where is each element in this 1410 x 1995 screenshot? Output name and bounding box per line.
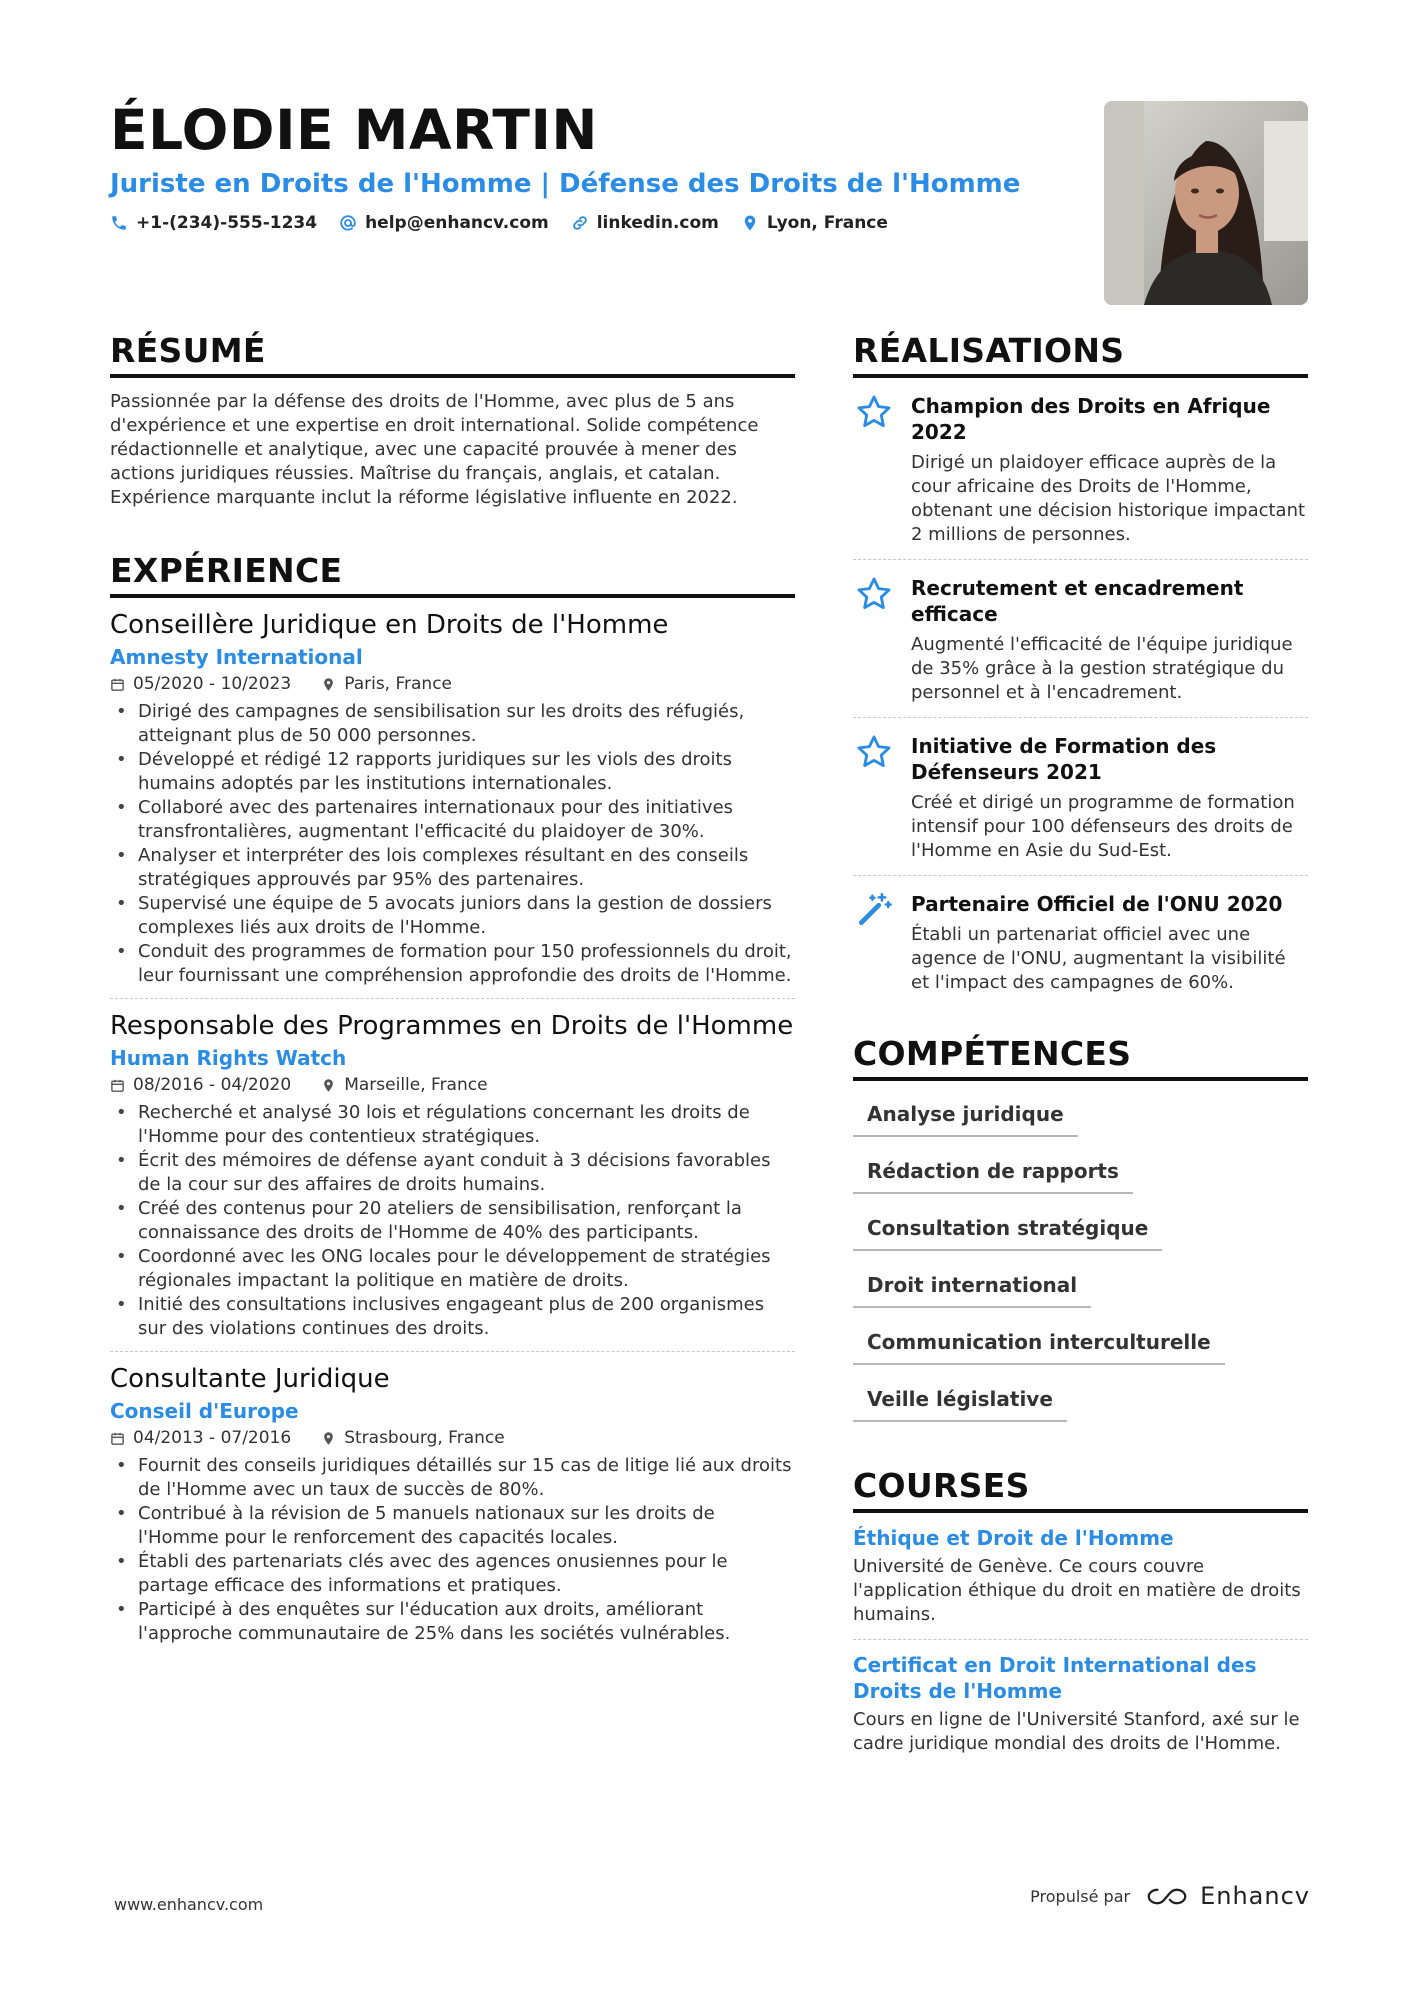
right-column — [853, 330, 1308, 1768]
job-company: Amnesty International — [110, 645, 363, 669]
bullet-item: • Collaboré avec des partenaires internationaux pour des initiatives transfrontalières, augmentant l'efficacité du plaidoyer de 30%. — [110, 796, 795, 844]
brand-logo — [1144, 1882, 1310, 1910]
achievement-item — [853, 559, 1308, 717]
job-location-text: Marseille, France — [344, 1075, 488, 1095]
course-item — [853, 1639, 1308, 1768]
star-icon — [855, 393, 893, 431]
contact-phone-text: +1-(234)-555-1234 — [136, 213, 318, 233]
bullet-item: • Initié des consultations inclusives engageant plus de 200 organismes sur des violations continues des droits. — [110, 1293, 795, 1341]
contact-bar — [110, 213, 1050, 233]
course-title: Certificat en Droit International des Droits de l'Homme — [853, 1653, 1257, 1703]
bullet-item: • Fournit des conseils juridiques détaillés sur 15 cas de litige lié aux droits de l'Homme avec un taux de succès de 80%. — [110, 1454, 795, 1502]
skills-section — [853, 1033, 1308, 1435]
portrait-image — [1104, 101, 1308, 305]
skill-tag: Droit international — [853, 1264, 1091, 1308]
job-dates — [110, 1426, 291, 1450]
footer-branding[interactable] — [1030, 1882, 1310, 1910]
job-location — [321, 1073, 487, 1097]
job-location-text: Strasbourg, France — [344, 1428, 505, 1448]
contact-linkedin-text: linkedin.com — [596, 213, 719, 233]
job-title: Consultante Juridique — [110, 1364, 390, 1394]
bullet-item: • Participé à des enquêtes sur l'éducation aux droits, améliorant l'approche communautaire de 25% dans les sociétés vulnérables. — [110, 1598, 795, 1646]
experience-section — [110, 550, 795, 1646]
bullet-item: • Développé et rédigé 12 rapports juridiques sur les viols des droits humains adoptés par les institutions internationales. — [110, 748, 795, 796]
location-pin-icon — [321, 677, 336, 692]
job-bullets — [110, 700, 795, 988]
candidate-title: Juriste en Droits de l'Homme | Défense des Droits de l'Homme — [110, 169, 1021, 199]
job-location — [321, 672, 452, 696]
candidate-name: ÉLODIE MARTIN — [110, 98, 598, 162]
job-entry — [110, 1351, 795, 1646]
job-location-text: Paris, France — [344, 674, 453, 694]
bullet-item: • Coordonné avec les ONG locales pour le développement de stratégies régionales impactant la politique en matière de droits. — [110, 1245, 795, 1293]
course-item — [853, 1513, 1308, 1639]
achievement-title: Partenaire Officiel de l'ONU 2020 — [911, 892, 1283, 916]
powered-by-label: Propulsé par — [1030, 1886, 1131, 1906]
contact-email-text: help@enhancv.com — [365, 213, 549, 233]
contact-location-text: Lyon, France — [766, 213, 888, 233]
job-location — [321, 1426, 505, 1450]
calendar-icon — [110, 677, 125, 692]
achievement-desc: Augmenté l'efficacité de l'équipe juridique de 35% grâce à la gestion stratégique du personnel et à l'encadrement. — [911, 634, 1293, 703]
job-dates-text: 08/2016 - 04/2020 — [133, 1075, 292, 1095]
summary-heading: RÉSUMÉ — [110, 330, 795, 378]
bullet-item: • Recherché et analysé 30 lois et régulations concernant les droits de l'Homme pour des contentieux stratégiques. — [110, 1101, 795, 1149]
achievement-desc: Créé et dirigé un programme de formation intensif pour 100 défenseurs des droits de l'Homme en Asie du Sud-Est. — [911, 792, 1295, 861]
profile-photo — [1104, 101, 1308, 305]
job-dates — [110, 672, 291, 696]
bullet-item: • Contribué à la révision de 5 manuels nationaux sur les droits de l'Homme pour le renforcement des capacités locales. — [110, 1502, 795, 1550]
bullet-item: • Dirigé des campagnes de sensibilisation sur les droits des réfugiés, atteignant plus de 50 000 personnes. — [110, 700, 795, 748]
contact-linkedin[interactable] — [571, 213, 719, 233]
skills-list — [853, 1093, 1308, 1435]
star-icon — [855, 733, 893, 771]
location-pin-icon — [741, 214, 759, 232]
job-dates-text: 04/2013 - 07/2016 — [133, 1428, 292, 1448]
bullet-item: • Supervisé une équipe de 5 avocats juniors dans la gestion de dossiers complexes liés aux droits de l'Homme. — [110, 892, 795, 940]
course-desc: Cours en ligne de l'Université Stanford, axé sur le cadre juridique mondial des droits de l'Homme. — [853, 1709, 1300, 1754]
job-meta — [110, 1073, 795, 1097]
experience-heading: EXPÉRIENCE — [110, 550, 795, 598]
skill-tag: Rédaction de rapports — [853, 1150, 1133, 1194]
bullet-item: • Écrit des mémoires de défense ayant conduit à 3 décisions favorables de la cour sur des affaires de droits humains. — [110, 1149, 795, 1197]
bullet-item: • Conduit des programmes de formation pour 150 professionnels du droit, leur fournissant une compréhension approfondie des droits de l'Homme. — [110, 940, 795, 988]
achievement-item — [853, 875, 1308, 1007]
skills-heading: COMPÉTENCES — [853, 1033, 1308, 1081]
resume-header — [110, 95, 1050, 233]
calendar-icon — [110, 1431, 125, 1446]
location-pin-icon — [321, 1078, 336, 1093]
contact-location — [741, 213, 888, 233]
courses-heading: COURSES — [853, 1465, 1308, 1513]
job-dates — [110, 1073, 291, 1097]
course-title: Éthique et Droit de l'Homme — [853, 1526, 1174, 1550]
bullet-item: • Analyser et interpréter des lois complexes résultant en des conseils stratégiques approuvés par 95% des partenaires. — [110, 844, 795, 892]
job-bullets — [110, 1101, 795, 1341]
phone-icon — [110, 214, 128, 232]
job-meta — [110, 1426, 795, 1450]
job-title: Conseillère Juridique en Droits de l'Homme — [110, 610, 669, 640]
job-company: Conseil d'Europe — [110, 1399, 299, 1423]
location-pin-icon — [321, 1431, 336, 1446]
job-entry — [110, 998, 795, 1341]
achievements-section — [853, 330, 1308, 1007]
achievement-item — [853, 717, 1308, 875]
job-title: Responsable des Programmes en Droits de l'Homme — [110, 1011, 794, 1041]
achievement-title: Champion des Droits en Afrique 2022 — [911, 394, 1271, 444]
contact-phone[interactable] — [110, 213, 317, 233]
skill-tag: Consultation stratégique — [853, 1207, 1162, 1251]
brand-name: Enhancv — [1200, 1882, 1310, 1910]
course-desc: Université de Genève. Ce cours couvre l'application éthique du droit en matière de droits humains. — [853, 1556, 1301, 1625]
courses-section — [853, 1465, 1308, 1768]
achievement-desc: Dirigé un plaidoyer efficace auprès de la cour africaine des Droits de l'Homme, obtenant une décision historique impactant 2 millions de personnes. — [911, 452, 1306, 545]
bullet-item: • Créé des contenus pour 20 ateliers de sensibilisation, renforçant la connaissance des droits de l'Homme de 40% des participants. — [110, 1197, 795, 1245]
left-column — [110, 330, 795, 1646]
contact-email[interactable] — [339, 213, 549, 233]
achievement-item — [853, 378, 1308, 559]
skill-tag: Analyse juridique — [853, 1093, 1078, 1137]
job-bullets — [110, 1454, 795, 1646]
job-entry — [110, 598, 795, 988]
magic-wand-icon — [855, 891, 893, 929]
job-meta — [110, 672, 795, 696]
footer-website[interactable]: www.enhancv.com — [114, 1895, 264, 1914]
achievement-desc: Établi un partenariat officiel avec une agence de l'ONU, augmentant la visibilité et l'impact des campagnes de 60%. — [911, 924, 1286, 993]
job-dates-text: 05/2020 - 10/2023 — [133, 674, 292, 694]
enhancv-logo-icon — [1144, 1885, 1190, 1908]
job-company: Human Rights Watch — [110, 1046, 347, 1070]
summary-section — [110, 330, 795, 510]
summary-text: Passionnée par la défense des droits de l'Homme, avec plus de 5 ans d'expérience et une expertise en droit international. Solide compétence rédactionnelle et analytique, avec une capacité prouvée à mener des actions juridiques réussies. Maîtrise du français, anglais, et catalan. Expérience marquante inclut la réforme législative influente en 2022. — [110, 391, 759, 508]
skill-tag: Veille législative — [853, 1378, 1067, 1422]
achievement-title: Initiative de Formation des Défenseurs 2021 — [911, 734, 1217, 784]
bullet-item: • Établi des partenariats clés avec des agences onusiennes pour le partage efficace des informations et pratiques. — [110, 1550, 795, 1598]
achievements-heading: RÉALISATIONS — [853, 330, 1308, 378]
achievement-title: Recrutement et encadrement efficace — [911, 576, 1244, 626]
skill-tag: Communication interculturelle — [853, 1321, 1225, 1365]
link-icon — [571, 214, 589, 232]
calendar-icon — [110, 1078, 125, 1093]
star-icon — [855, 575, 893, 613]
at-icon — [339, 214, 357, 232]
